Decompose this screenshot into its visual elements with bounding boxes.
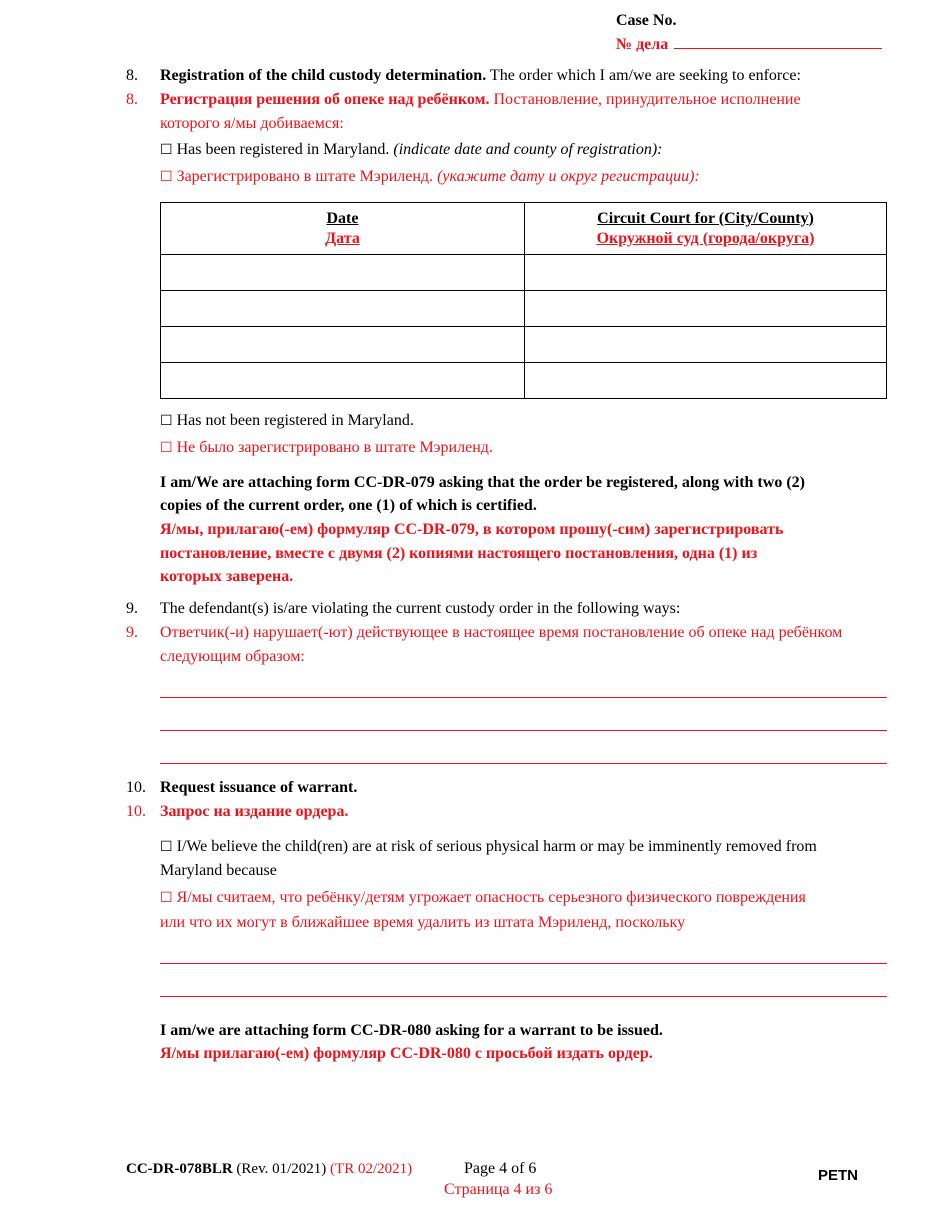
section-10-number: 10. — [126, 779, 146, 796]
reason-line-2[interactable] — [160, 996, 887, 997]
registration-table — [160, 202, 887, 399]
table-row — [161, 327, 887, 363]
case-number-label-ru: № дела — [616, 34, 882, 56]
option-warrant-risk-cont: Maryland because — [160, 862, 277, 879]
attach-079-ru-line-3: которых заверена. — [160, 568, 294, 585]
date-cell[interactable] — [161, 363, 525, 399]
section-8-heading: Registration of the child custody determination. The order which I am/we are seeking to enforce: — [160, 67, 801, 84]
option-warrant-risk-ru[interactable]: ☐ Я/мы считаем, что ребёнку/детям угрожает опасность серьезного физического повреждения — [160, 889, 806, 906]
section-9-number: 9. — [126, 600, 138, 617]
column-header-court: Circuit Court for (City/County) Окружной суд (города/округа) — [525, 203, 887, 255]
checkbox-icon[interactable]: ☐ — [160, 839, 173, 855]
checkbox-icon[interactable]: ☐ — [160, 413, 173, 429]
court-cell[interactable] — [525, 363, 887, 399]
page-number-ru: Страница 4 из 6 — [444, 1181, 553, 1198]
case-number-field[interactable] — [674, 34, 882, 49]
table-row — [161, 363, 887, 399]
attach-080-line-ru: Я/мы прилагаю(-ем) формуляр CC-DR-080 с просьбой издать ордер. — [160, 1045, 653, 1062]
violation-line-3[interactable] — [160, 763, 887, 764]
checkbox-icon[interactable]: ☐ — [160, 169, 173, 185]
checkbox-icon[interactable]: ☐ — [160, 440, 173, 456]
attach-079-line-1: I am/We are attaching form CC-DR-079 asking that the order be registered, along with two (2) — [160, 474, 805, 491]
section-9-number-ru: 9. — [126, 624, 138, 641]
option-warrant-risk[interactable]: ☐ I/We believe the child(ren) are at risk of serious physical harm or may be imminently removed from — [160, 838, 817, 855]
date-cell[interactable] — [161, 327, 525, 363]
court-cell[interactable] — [525, 255, 887, 291]
section-9-text-ru: Ответчик(-и) нарушает(-ют) действующее в настоящее время постановление об опеке над ребёнком — [160, 624, 843, 641]
date-cell[interactable] — [161, 291, 525, 327]
date-cell[interactable] — [161, 255, 525, 291]
option-not-registered-ru[interactable]: ☐ Не было зарегистрировано в штате Мэриленд. — [160, 439, 493, 456]
page-number: Page 4 of 6 — [464, 1160, 537, 1177]
option-warrant-risk-ru-cont: или что их могут в ближайшее время удалить из штата Мэриленд, поскольку — [160, 914, 686, 931]
case-number-label: Case No. — [616, 12, 677, 29]
section-8-number-ru: 8. — [126, 91, 138, 108]
checkbox-icon[interactable]: ☐ — [160, 890, 173, 906]
section-10-number-ru: 10. — [126, 803, 146, 820]
reason-line-1[interactable] — [160, 963, 887, 964]
attach-079-ru-line-2: постановление, вместе с двумя (2) копиями настоящего постановления, одна (1) из — [160, 545, 758, 562]
violation-line-1[interactable] — [160, 697, 887, 698]
attach-079-ru-line-1: Я/мы, прилагаю(-ем) формуляр CC-DR-079, в котором прошу(-сим) зарегистрировать — [160, 521, 784, 538]
column-header-date: Date Дата — [161, 203, 525, 255]
form-id: CC-DR-078BLR (Rev. 01/2021) (TR 02/2021) — [126, 1161, 413, 1177]
section-9-text-ru-cont: следующим образом: — [160, 648, 305, 665]
option-registered[interactable]: ☐ Has been registered in Maryland. (indicate date and county of registration): — [160, 141, 663, 158]
section-10-title: Request issuance of warrant. — [160, 779, 358, 796]
form-code: PETN — [818, 1167, 859, 1184]
section-8-heading-ru: Регистрация решения об опеке над ребёнком. Постановление, принудительное исполнение — [160, 91, 801, 108]
option-registered-ru[interactable]: ☐ Зарегистрировано в штате Мэриленд. (укажите дату и округ регистрации): — [160, 168, 700, 185]
section-9-text: The defendant(s) is/are violating the current custody order in the following ways: — [160, 600, 681, 617]
checkbox-icon[interactable]: ☐ — [160, 142, 173, 158]
table-row — [161, 291, 887, 327]
attach-079-line-2: copies of the current order, one (1) of which is certified. — [160, 497, 537, 514]
table-row — [161, 255, 887, 291]
attach-080-line: I am/we are attaching form CC-DR-080 asking for a warrant to be issued. — [160, 1022, 663, 1039]
violation-line-2[interactable] — [160, 730, 887, 731]
section-10-title-ru: Запрос на издание ордера. — [160, 803, 349, 820]
section-8-number: 8. — [126, 67, 138, 84]
option-not-registered[interactable]: ☐ Has not been registered in Maryland. — [160, 412, 414, 429]
court-cell[interactable] — [525, 327, 887, 363]
court-cell[interactable] — [525, 291, 887, 327]
section-8-heading-ru-cont: которого я/мы добиваемся: — [160, 115, 344, 132]
